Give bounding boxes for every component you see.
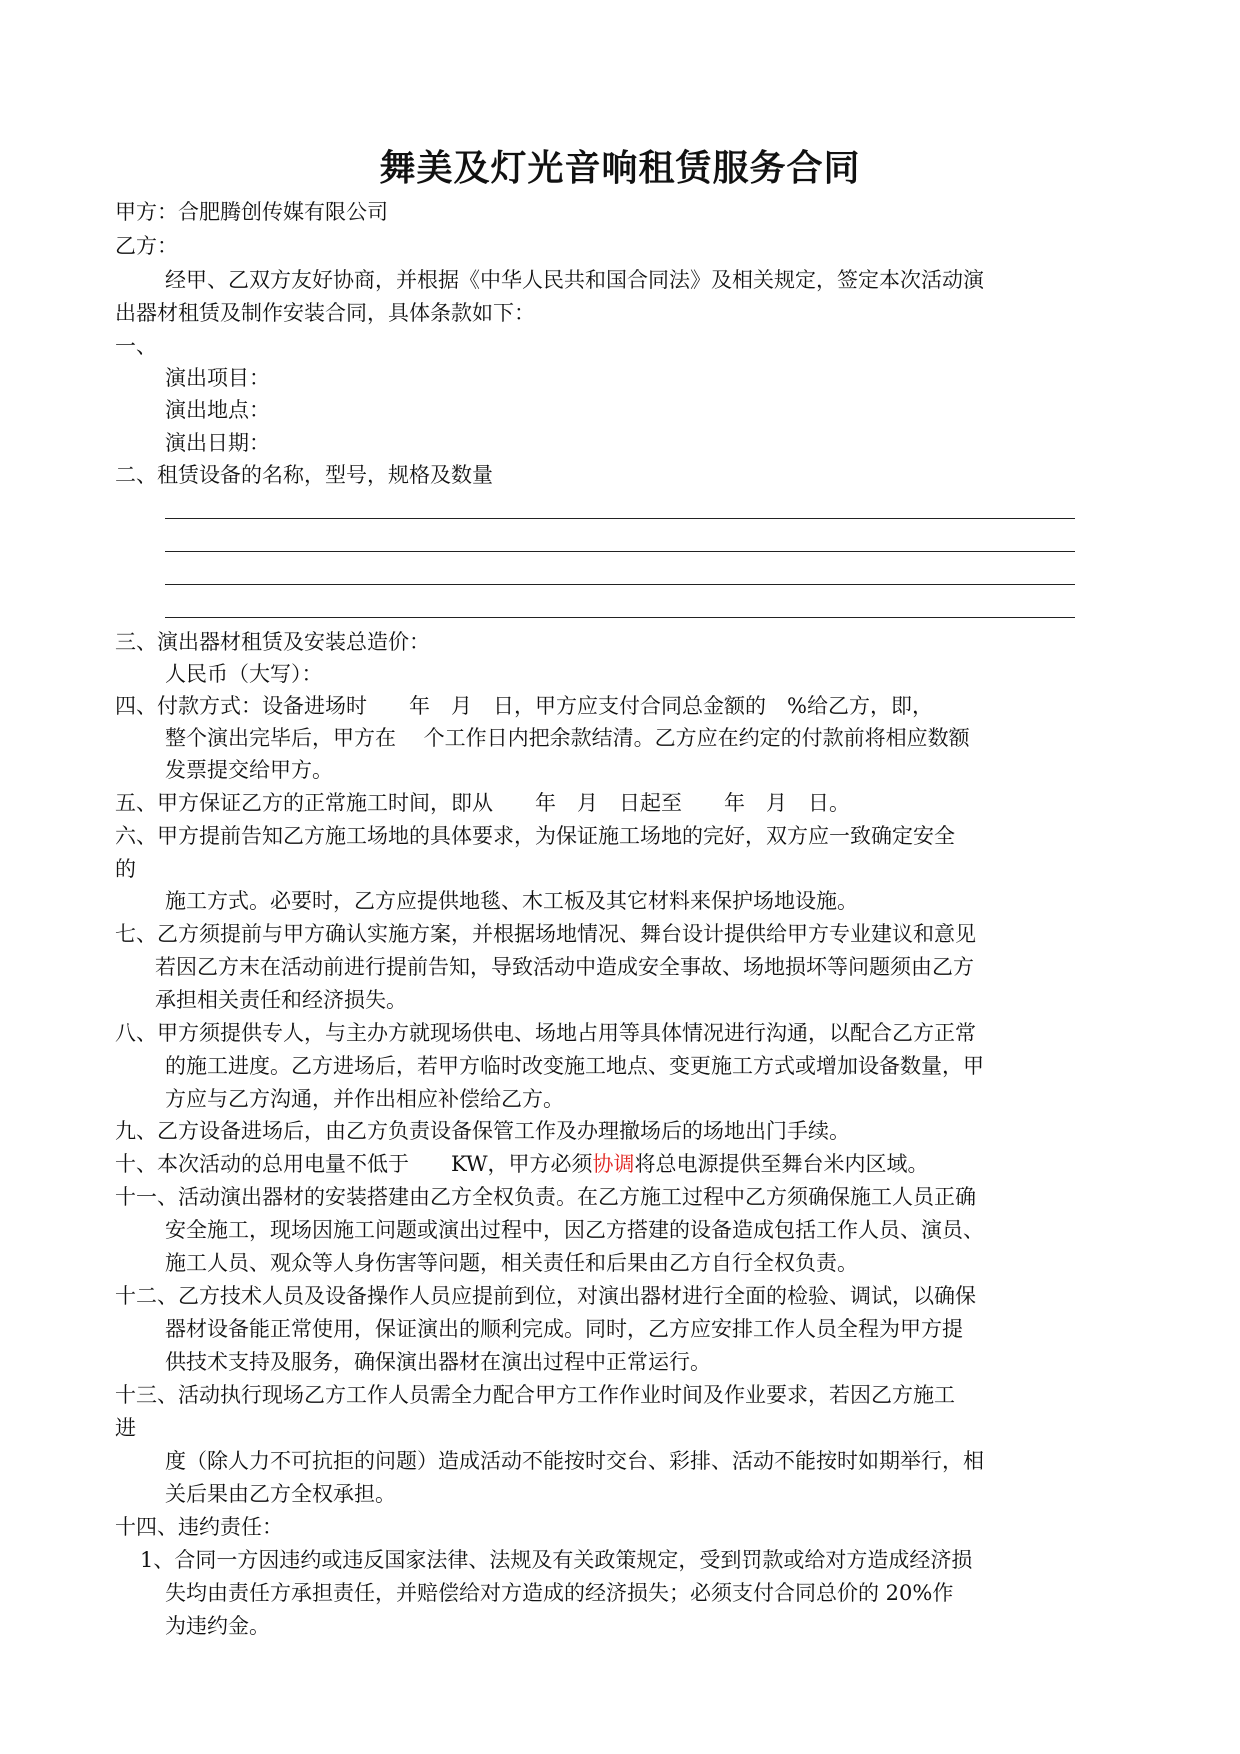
- section-13-line-1: 十三、活动执行现场乙方工作人员需全力配合甲方工作作业时间及作业要求，若因乙方施工: [115, 1383, 955, 1407]
- intro-line-1: 经甲、乙双方友好协商，并根据《中华人民共和国合同法》及相关规定，签定本次活动演: [165, 268, 984, 292]
- section-8-line-3: 方应与乙方沟通，并作出相应补偿给乙方。: [165, 1087, 564, 1111]
- section-7-line-1: 七、乙方须提前与甲方确认实施方案，并根据场地情况、舞台设计提供给甲方专业建议和意见: [115, 922, 976, 946]
- rmb-amount: 人民币（大写）：: [165, 662, 323, 686]
- section-13-line-3: 度（除人力不可抗拒的问题）造成活动不能按时交台、彩排、活动不能按时如期举行，相: [165, 1449, 984, 1473]
- section-11-line-1: 十一、活动演出器材的安装搭建由乙方全权负责。在乙方施工过程中乙方须确保施工人员正确: [115, 1185, 976, 1209]
- equipment-blank-line-2: [165, 551, 1075, 552]
- section-4-line-2: 整个演出完毕后，甲方在 个工作日内把余款结清。乙方应在约定的付款前将相应数额: [165, 726, 970, 750]
- section-6-line-1: 六、甲方提前告知乙方施工场地的具体要求，为保证施工场地的完好，双方应一致确定安全: [115, 824, 955, 848]
- section-2-heading: 二、租赁设备的名称，型号，规格及数量: [115, 463, 493, 487]
- section-8-line-2: 的施工进度。乙方进场后，若甲方临时改变施工地点、变更施工方式或增加设备数量，甲: [165, 1054, 984, 1078]
- section-12-line-3: 供技术支持及服务，确保演出器材在演出过程中正常运行。: [165, 1350, 711, 1374]
- equipment-blank-line-3: [165, 584, 1075, 585]
- performance-location: 演出地点：: [165, 398, 270, 422]
- section-9: 九、乙方设备进场后，由乙方负责设备保管工作及办理撤场后的场地出门手续。: [115, 1119, 850, 1143]
- section-10-pre: 十、本次活动的总用电量不低于 KW，甲方必须: [115, 1152, 593, 1176]
- section-12-line-2: 器材设备能正常使用，保证演出的顺利完成。同时，乙方应安排工作人员全程为甲方提: [165, 1317, 963, 1341]
- section-4-line-1: 四、付款方式：设备进场时 年 月 日，甲方应支付合同总金额的 %给乙方，即，: [115, 694, 933, 718]
- section-13-line-2: 进: [115, 1416, 136, 1440]
- section-4-line-3: 发票提交给甲方。: [165, 758, 333, 782]
- section-1-heading: 一、: [115, 334, 157, 358]
- section-5: 五、甲方保证乙方的正常施工时间，即从 年 月 日起至 年 月 日。: [115, 791, 850, 815]
- party-b: 乙方：: [115, 234, 178, 258]
- section-14-item-1-line-1: 1、合同一方因违约或违反国家法律、法规及有关政策规定，受到罚款或给对方造成经济损: [140, 1548, 973, 1572]
- performance-date: 演出日期：: [165, 431, 270, 455]
- intro-line-2: 出器材租赁及制作安装合同，具体条款如下：: [115, 301, 535, 325]
- section-8-line-1: 八、甲方须提供专人，与主办方就现场供电、场地占用等具体情况进行沟通，以配合乙方正常: [115, 1021, 976, 1045]
- section-14-heading: 十四、违约责任：: [115, 1515, 283, 1539]
- section-13-line-4: 关后果由乙方全权承担。: [165, 1482, 396, 1506]
- equipment-blank-line-4: [165, 617, 1075, 618]
- section-14-item-1-line-3: 为违约金。: [165, 1614, 270, 1638]
- party-a: 甲方：合肥腾创传媒有限公司: [115, 200, 388, 224]
- section-11-line-2: 安全施工，现场因施工问题或演出过程中，因乙方搭建的设备造成包括工作人员、演员、: [165, 1218, 984, 1242]
- section-3-heading: 三、演出器材租赁及安装总造价：: [115, 630, 430, 654]
- section-7-line-2: 若因乙方末在活动前进行提前告知，导致活动中造成安全事故、场地损坏等问题须由乙方: [155, 955, 974, 979]
- section-10-post: 将总电源提供至舞台米内区域。: [634, 1152, 929, 1176]
- section-6-line-3: 施工方式。必要时，乙方应提供地毯、木工板及其它材料来保护场地设施。: [165, 889, 858, 913]
- section-6-line-2: 的: [115, 857, 136, 881]
- equipment-blank-line-1: [165, 518, 1075, 519]
- section-14-item-1-line-2: 失均由责任方承担责任，并赔偿给对方造成的经济损失；必须支付合同总价的 20%作: [165, 1581, 954, 1605]
- contract-title: 舞美及灯光音响租赁服务合同: [379, 147, 861, 189]
- section-7-line-3: 承担相关责任和经济损失。: [155, 988, 407, 1012]
- section-10-highlight: 协调: [592, 1152, 635, 1176]
- performance-project: 演出项目：: [165, 366, 270, 390]
- section-11-line-3: 施工人员、观众等人身伤害等问题，相关责任和后果由乙方自行全权负责。: [165, 1251, 858, 1275]
- section-12-line-1: 十二、乙方技术人员及设备操作人员应提前到位，对演出器材进行全面的检验、调试，以确保: [115, 1284, 976, 1308]
- section-10: [115, 1148, 929, 1180]
